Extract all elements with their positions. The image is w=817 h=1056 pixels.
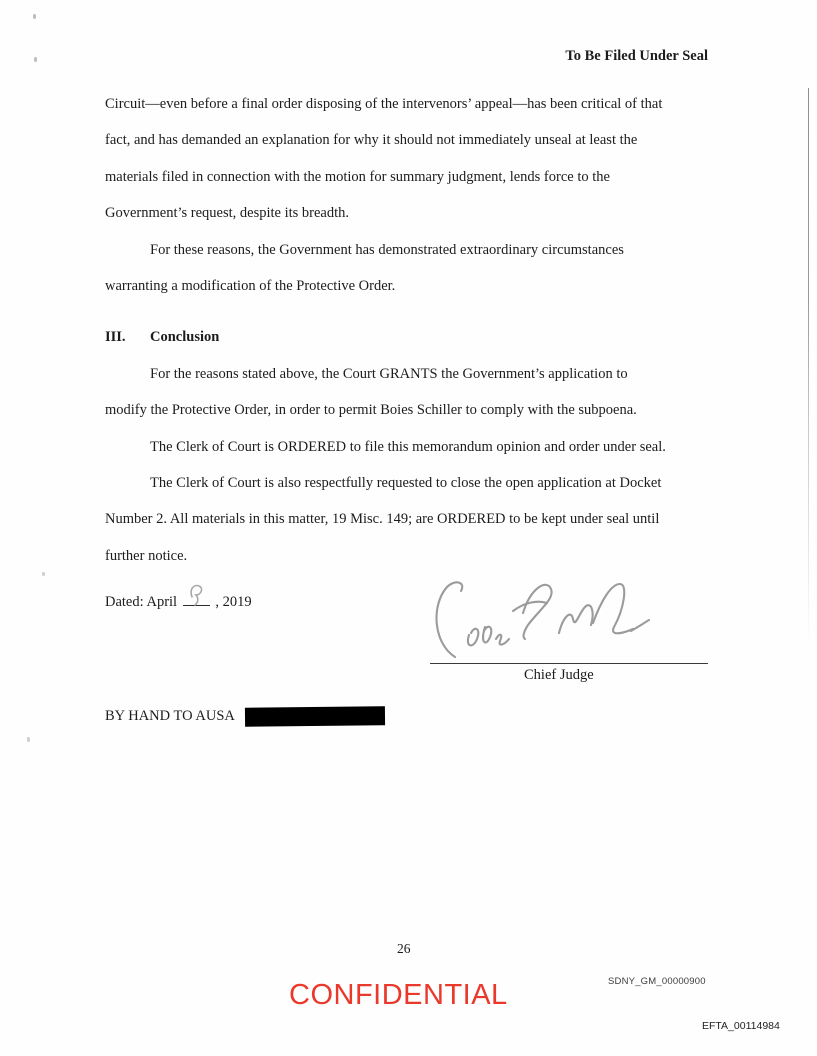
service-line [105, 706, 385, 726]
confidential-stamp: CONFIDENTIAL [289, 979, 508, 1011]
bates-number-efta: EFTA_00114984 [702, 1020, 780, 1032]
document-body [105, 86, 723, 574]
body-line: Number 2. All materials in this matter, 19 Misc. 149; are ORDERED to be kept under seal until [105, 511, 660, 528]
bates-number-sdny: SDNY_GM_00000900 [608, 976, 706, 987]
handwritten-date-blank [183, 589, 210, 606]
body-line: The Clerk of Court is also respectfully requested to close the open application at Docket [150, 474, 662, 491]
scan-artifact-speck [42, 572, 45, 576]
date-prefix: Dated: April [105, 594, 178, 610]
judge-signature [425, 577, 655, 662]
body-line: materials filed in connection with the motion for summary judgment, lends force to the [105, 168, 610, 185]
section-heading [105, 319, 723, 355]
body-line: warranting a modification of the Protective Order. [105, 277, 396, 294]
redaction-bar [245, 706, 385, 726]
dated-line [105, 589, 252, 613]
page-number: 26 [397, 941, 411, 956]
service-text: BY HAND TO AUSA [105, 708, 235, 724]
signer-title: Chief Judge [524, 667, 594, 683]
scan-artifact-vertical-line [808, 88, 809, 648]
date-suffix: , 2019 [215, 594, 252, 610]
body-line: fact, and has demanded an explanation for why it should not immediately unseal at least the [105, 132, 638, 149]
handwritten-day-mark [185, 581, 209, 607]
body-line: Circuit—even before a final order disposing of the intervenors’ appeal—has been critical of that [105, 96, 663, 112]
scan-artifact-speck [33, 14, 36, 19]
body-line: Government’s request, despite its breadth. [105, 205, 350, 222]
body-line: modify the Protective Order, in order to permit Boies Schiller to comply with the subpoena. [105, 402, 637, 419]
scan-artifact-speck [27, 737, 30, 742]
body-line: For the reasons stated above, the Court GRANTS the Government’s application to [150, 365, 628, 382]
section-number: III. [105, 329, 126, 346]
signature-rule [430, 663, 708, 664]
seal-notice: To Be Filed Under Seal [565, 48, 708, 64]
body-line: The Clerk of Court is ORDERED to file this memorandum opinion and order under seal. [150, 438, 666, 455]
scan-artifact-speck [34, 57, 37, 62]
section-title: Conclusion [150, 329, 220, 346]
body-line: further notice. [105, 547, 188, 564]
body-line: For these reasons, the Government has demonstrated extraordinary circumstances [150, 241, 624, 258]
